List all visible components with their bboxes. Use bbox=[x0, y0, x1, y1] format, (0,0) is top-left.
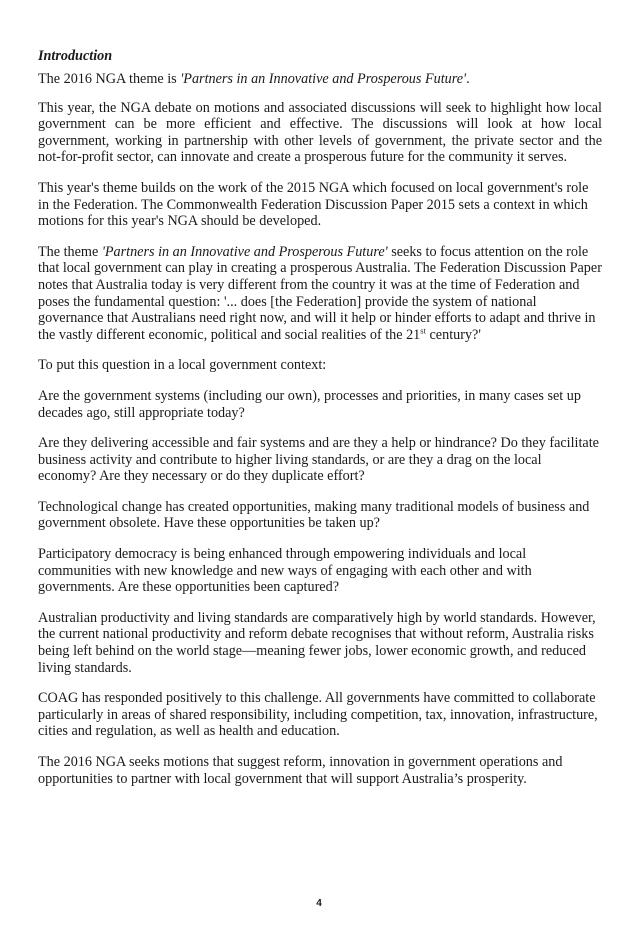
paragraph-local-context: To put this question in a local government context: bbox=[38, 357, 327, 374]
theme-paragraph bbox=[38, 71, 602, 88]
theme-title: 'Partners in an Innovative and Prosperous Future' bbox=[180, 71, 467, 87]
theme-body-text: seeks to focus attention on the role that local government can play in creating a prosperous Australia. The Federation Discussion Paper notes that Australia today is very different from the country it was at the time of Federation and poses the fundamental question: '... does [the Federation] provide the system of national governance that Australians need right now, and will it help or hinder efforts to adapt and thrive in the vastly different economic, political and social realities of the 21 bbox=[38, 243, 602, 343]
theme-period: . bbox=[466, 71, 470, 87]
paragraph-motions-sought: The 2016 NGA seeks motions that suggest reform, innovation in government operations and opportunities to partner with local government that will support Australia’s prosperity. bbox=[38, 754, 563, 787]
paragraph-debate-purpose: This year, the NGA debate on motions and associated discussions will seek to highlight how local government can be more efficient and effective. The discussions will look at how local government, working in partnership with other levels of government, the private sector and the not-for-profit sector, can innovate and create a prosperous future for the community it serves. bbox=[38, 99, 602, 166]
paragraph-technology: Technological change has created opportunities, making many traditional models of business and government obsolete. Have these opportunities be taken up? bbox=[38, 498, 590, 532]
paragraph-participatory-democracy: Participatory democracy is being enhanced through empowering individuals and local communities with new knowledge and new ways of engaging with each other and with governments. Are these opportunities been captured? bbox=[38, 546, 532, 596]
paragraph-coag: COAG has responded positively to this challenge. All governments have committed to collaborate particularly in areas of shared responsibility, including competition, tax, innovation, infrastructure, cities and regulation, as well as health and education. bbox=[38, 690, 598, 740]
theme-intro-text: The 2016 NGA theme is bbox=[38, 71, 181, 87]
ordinal-superscript: st bbox=[420, 324, 426, 335]
paragraph-question-systems: Are the government systems (including our own), processes and priorities, in many cases set up decades ago, still appropriate today? bbox=[38, 387, 581, 421]
theme-lead-text: The theme bbox=[38, 243, 102, 260]
theme-title-repeat: 'Partners in an Innovative and Prosperous Future' bbox=[101, 243, 388, 260]
paragraph-question-delivery: Are they delivering accessible and fair systems and are they a help or hindrance? Do they facilitate business activity and contribute to higher living standards, or are they a drag on the local economy? Are they necessary or do they duplicate effort? bbox=[38, 435, 599, 485]
paragraph-productivity: Australian productivity and living standards are comparatively high by world standards. However, the current national productivity and reform debate recognises that without reform, Australia risks being left behind on the world stage—meaning fewer jobs, lower economic growth, and reduced living standards. bbox=[38, 609, 596, 676]
theme-tail-text: century?' bbox=[425, 326, 481, 343]
section-heading: Introduction bbox=[38, 48, 113, 64]
paragraph-2015-context: This year's theme builds on the work of the 2015 NGA which focused on local government's role in the Federation. The Commonwealth Federation Discussion Paper 2015 sets a context in which motions for this year's NGA should be developed. bbox=[38, 179, 589, 230]
page-number: 4 bbox=[316, 898, 322, 909]
paragraph-theme-focus bbox=[38, 244, 602, 344]
